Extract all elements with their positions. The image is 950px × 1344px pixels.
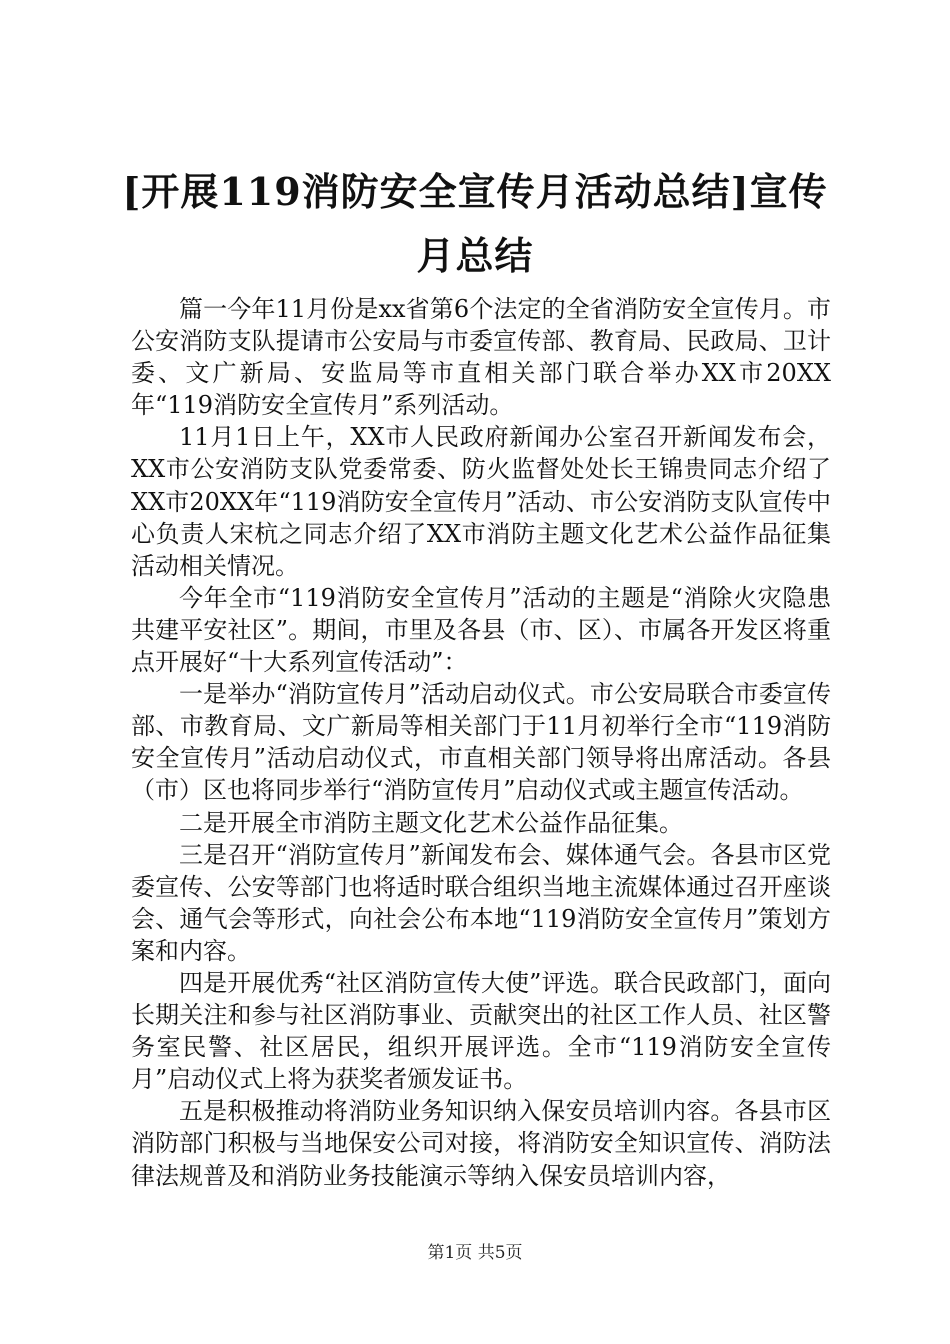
paragraph: 今年全市“119消防安全宣传月”活动的主题是“消除火灾隐患共建平安社区”。期间，市里及各县（市、区）、市属各开发区将重点开展好“十大系列宣传活动”： <box>131 583 831 677</box>
paragraph: 四是开展优秀“社区消防宣传大使”评选。联合民政部门，面向长期关注和参与社区消防事业、贡献突出的社区工作人员、社区警务室民警、社区居民，组织开展评选。全市“119消防安全宣传月”启动仪式上将为获奖者颁发证书。 <box>131 968 831 1094</box>
paragraph: 二是开展全市消防主题文化艺术公益作品征集。 <box>179 808 683 837</box>
paragraph: 11月1日上午，XX市人民政府新闻办公室召开新闻发布会，XX市公安消防支队党委常委、防火监督处处长王锦贵同志介绍了XX市20XX年“119消防安全宣传月”活动、市公安消防支队宣传中心负责人宋杭之同志介绍了XX市消防主题文化艺术公益作品征集活动相关情况。 <box>131 423 831 580</box>
paragraph: 三是召开“消防宣传月”新闻发布会、媒体通气会。各县市区党委宣传、公安等部门也将适时联合组织当地主流媒体通过召开座谈会、通气会等形式，向社会公布本地“119消防安全宣传月”策划方案和内容。 <box>131 840 831 965</box>
paragraph: 篇一今年11月份是xx省第6个法定的全省消防安全宣传月。市公安消防支队提请市公安局与市委宣传部、教育局、民政局、卫计委、文广新局、安监局等市直相关部门联合举办XX市20XX年“119消防安全宣传月”系列活动。 <box>131 295 831 420</box>
paragraph: 一是举办“消防宣传月”活动启动仪式。市公安局联合市委宣传部、市教育局、文广新局等相关部门于11月初举行全市“119消防安全宣传月”活动启动仪式，市直相关部门领导将出席活动。各县（市）区也将同步举行“消防宣传月”启动仪式或主题宣传活动。 <box>131 680 831 805</box>
document-title: [开展119消防安全宣传月活动总结]宣传月总结 <box>122 169 828 278</box>
page-number-footer: 第1页 共5页 <box>427 1243 523 1263</box>
paragraph: 五是积极推动将消防业务知识纳入保安员培训内容。各县市区消防部门积极与当地保安公司对接，将消防安全知识宣传、消防法律法规普及和消防业务技能演示等纳入保安员培训内容， <box>131 1097 831 1190</box>
document-body <box>131 293 831 1192</box>
